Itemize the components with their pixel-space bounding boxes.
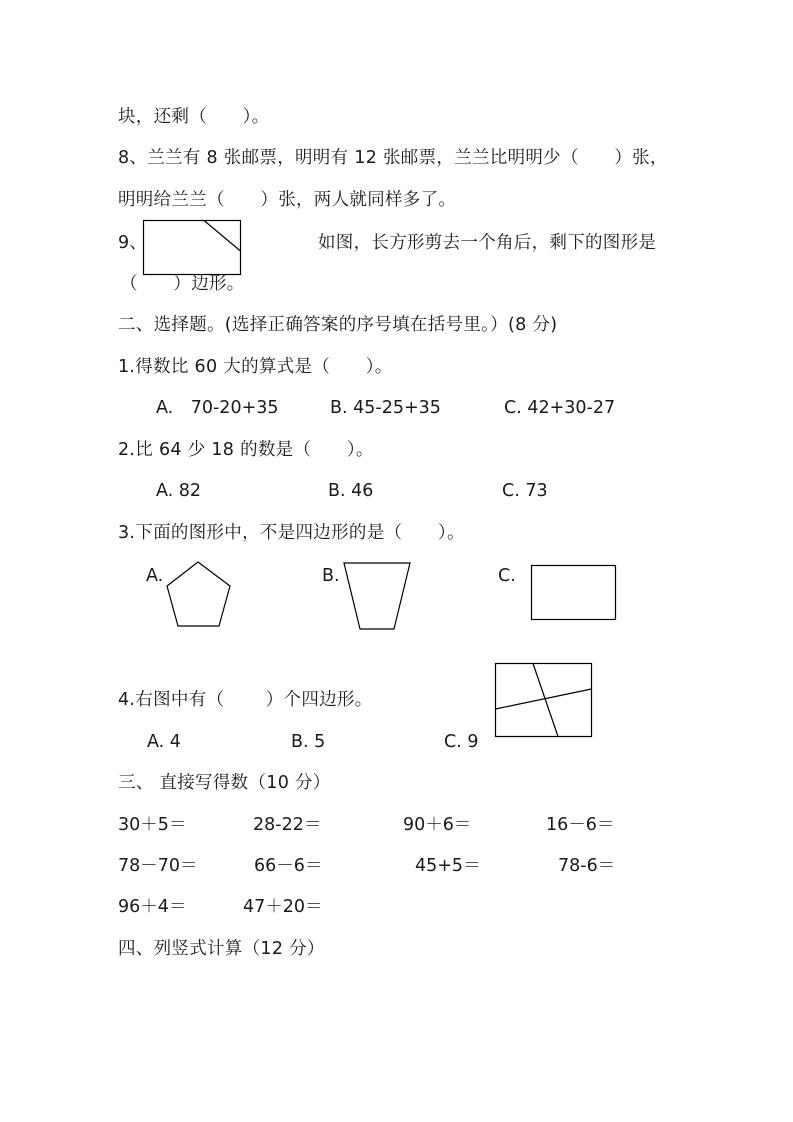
section3-heading: 三、 直接写得数（10 分）: [118, 773, 331, 793]
mc-q4-figure: [495, 663, 592, 737]
section2-heading: 二、选择题。(选择正确答案的序号填在括号里。）(8 分): [118, 315, 558, 335]
mental-math-item: 45+5＝: [415, 856, 481, 876]
section4-heading: 四、列竖式计算（12 分）: [118, 939, 325, 959]
mental-math-item: 78－70＝: [118, 856, 198, 876]
q7-continuation-text: 块，还剩（ ）。: [118, 107, 270, 127]
pentagon-icon: [166, 561, 232, 628]
mc-q2-stem: 2.比 64 少 18 的数是（ ）。: [118, 440, 374, 460]
q9-text: 如图，长方形剪去一个角后，剩下的图形是: [318, 233, 657, 253]
mc-q2-option-c: C. 73: [502, 481, 548, 501]
mc-q4-option-a: A. 4: [147, 732, 181, 752]
mc-q1-option-b: B. 45-25+35: [330, 398, 441, 418]
mc-q4-option-c: C. 9: [444, 732, 479, 752]
mc-q2-option-b: B. 46: [328, 481, 374, 501]
mc-q3-option-c-label: C.: [498, 566, 516, 586]
mental-math-item: 47＋20＝: [243, 897, 323, 917]
mental-math-item: 96＋4＝: [118, 897, 187, 917]
trapezoid-icon: [343, 562, 412, 631]
cut-rectangle-icon: [143, 220, 241, 275]
mc-q3-option-b-figure: [343, 562, 412, 631]
mc-q3-option-b-label: B.: [322, 566, 340, 586]
mc-q3-option-a-figure: [166, 561, 232, 628]
mental-math-item: 90＋6＝: [403, 815, 472, 835]
q9-figure-cut-rectangle: [143, 220, 241, 275]
mental-math-item: 66－6＝: [254, 856, 323, 876]
divided-rectangle-icon: [495, 663, 592, 737]
mc-q2-option-a: A. 82: [156, 481, 202, 501]
mc-q3-option-a-label: A.: [146, 566, 164, 586]
mc-q3-stem: 3.下面的图形中，不是四边形的是（ ）。: [118, 523, 465, 543]
q9-number: 9、: [118, 233, 148, 253]
q9-line2: （ ）边形。: [120, 274, 245, 294]
mc-q1-option-c: C. 42+30-27: [504, 398, 616, 418]
mental-math-item: 28-22＝: [253, 815, 322, 835]
rectangle-icon: [531, 565, 616, 620]
mc-q4-option-b: B. 5: [291, 732, 326, 752]
mc-q3-option-c-figure: [531, 565, 616, 620]
mc-q4-stem: 4.右图中有（ ）个四边形。: [118, 690, 373, 710]
mc-q1-stem: 1.得数比 60 大的算式是（ ）。: [118, 357, 393, 377]
mental-math-item: 78-6＝: [558, 856, 616, 876]
mental-math-item: 30＋5＝: [118, 815, 187, 835]
q8-line2: 明明给兰兰（ ）张，两人就同样多了。: [118, 190, 457, 210]
mc-q1-option-a: A. 70-20+35: [156, 398, 279, 418]
q8-line1: 8、兰兰有 8 张邮票，明明有 12 张邮票，兰兰比明明少（ ）张，: [118, 148, 668, 168]
mental-math-item: 16－6＝: [546, 815, 615, 835]
